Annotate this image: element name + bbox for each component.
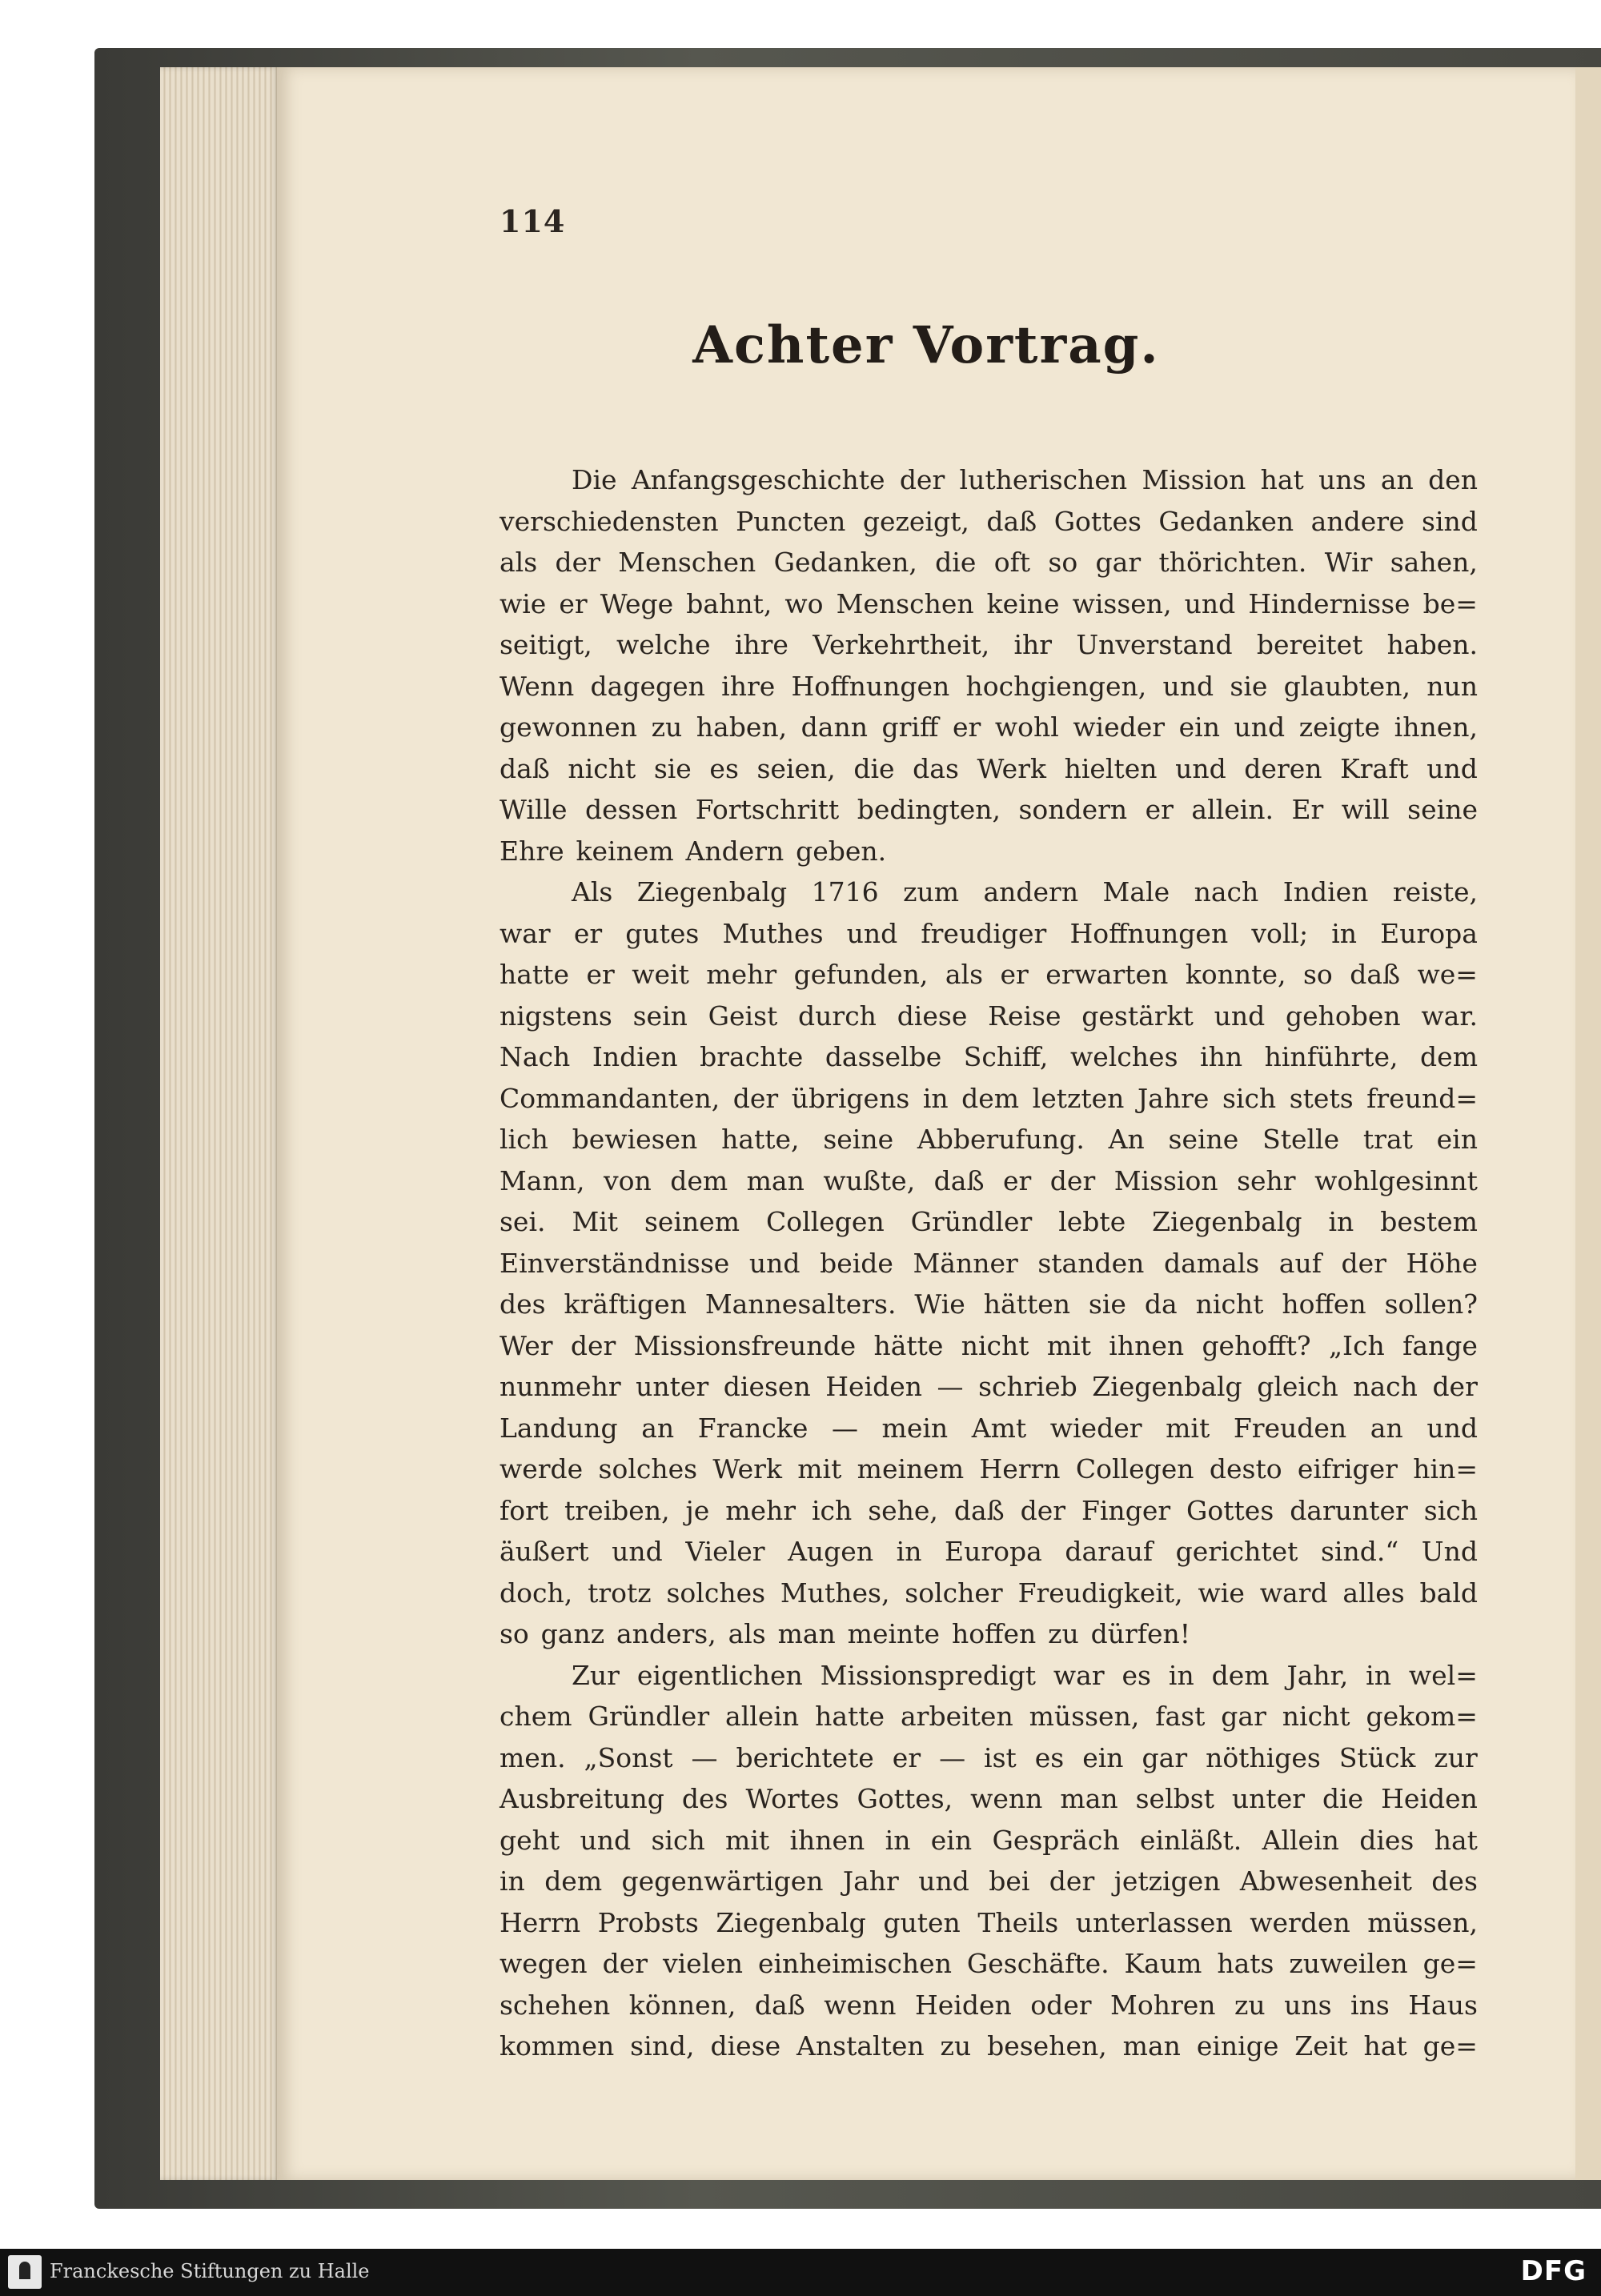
text-line: Ausbreitung des Wortes Gottes, wenn man selbst unter die Heiden: [500, 1783, 1478, 1814]
text-line: des kräftigen Mannesalters. Wie hätten sie da nicht hoffen sollen?: [500, 1288, 1478, 1320]
text-line: wegen der vielen einheimischen Geschäfte. Kaum hats zuweilen ge=: [500, 1948, 1478, 1979]
text-line: hatte er weit mehr gefunden, als er erwarten konnte, so daß we=: [500, 959, 1478, 990]
text-line: men. „Sonst — berichtete er — ist es ein gar nöthiges Stück zur: [500, 1741, 1478, 1773]
text-line: Herrn Probsts Ziegenbalg guten Theils unterlassen werden müssen,: [500, 1906, 1478, 1938]
text-line: daß nicht sie es seien, die das Werk hielten und deren Kraft und: [500, 752, 1478, 784]
text-line: Wer der Missionsfreunde hätte nicht mit ihnen gehofft? „Ich fange: [500, 1329, 1478, 1361]
book-page: [277, 67, 1575, 2180]
text-line: kommen sind, diese Anstalten zu besehen, man einige Zeit hat ge=: [500, 2030, 1478, 2062]
text-line: fort treiben, je mehr ich sehe, daß der Finger Gottes darunter sich: [500, 1494, 1478, 1526]
text-line: Einverständnisse und beide Männer standen damals auf der Höhe: [500, 1247, 1478, 1279]
institution-logo-icon: [8, 2255, 42, 2289]
text-line: verschiedensten Puncten gezeigt, daß Gottes Gedanken andere sind: [500, 505, 1478, 537]
text-line: nigstens sein Geist durch diese Reise gestärkt und gehoben war.: [500, 1000, 1478, 1032]
text-line: schehen können, daß wenn Heiden oder Mohren zu uns ins Haus: [500, 1989, 1478, 2021]
text-line: seitigt, welche ihre Verkehrtheit, ihr Unverstand bereitet haben.: [500, 629, 1478, 660]
text-line: in dem gegenwärtigen Jahr und bei der jetzigen Abwesenheit des: [500, 1865, 1478, 1897]
text-line: Ehre keinem Andern geben.: [500, 835, 887, 867]
text-line: geht und sich mit ihnen in ein Gespräch einläßt. Allein dies hat: [500, 1824, 1478, 1856]
page-number: 114: [500, 203, 566, 239]
text-line: werde solches Werk mit meinem Herrn Collegen desto eifriger hin=: [500, 1453, 1478, 1485]
text-line: Die Anfangsgeschichte der lutherischen Mission hat uns an den: [572, 464, 1478, 495]
text-line: Nach Indien brachte dasselbe Schiff, welches ihn hinführte, dem: [500, 1041, 1478, 1072]
text-line: so ganz anders, als man meinte hoffen zu dürfen!: [500, 1618, 1191, 1649]
viewer-footer: [0, 2249, 1601, 2296]
page-edges: [160, 67, 280, 2180]
text-line: Landung an Francke — mein Amt wieder mit Freuden an und: [500, 1412, 1478, 1444]
facing-page-edge: [1575, 67, 1601, 2180]
text-line: Zur eigentlichen Missionspredigt war es in dem Jahr, in wel=: [572, 1659, 1478, 1691]
text-line: Mann, von dem man wußte, daß er der Mission sehr wohlgesinnt: [500, 1164, 1478, 1196]
text-line: war er gutes Muthes und freudiger Hoffnungen voll; in Europa: [500, 917, 1478, 949]
institution-name: Franckesche Stiftungen zu Halle: [50, 2260, 370, 2282]
text-line: nunmehr unter diesen Heiden — schrieb Ziegenbalg gleich nach der: [500, 1371, 1478, 1402]
text-line: Wille dessen Fortschritt bedingten, sondern er allein. Er will seine: [500, 794, 1478, 825]
text-line: wie er Wege bahnt, wo Menschen keine wissen, und Hindernisse be=: [500, 587, 1478, 619]
text-line: doch, trotz solches Muthes, solcher Freudigkeit, wie ward alles bald: [500, 1577, 1478, 1609]
text-line: Als Ziegenbalg 1716 zum andern Male nach Indien reiste,: [572, 876, 1478, 908]
dfg-logo: DFG: [1520, 2255, 1587, 2287]
chapter-title: Achter Vortrag.: [692, 315, 1160, 375]
text-line: gewonnen zu haben, dann griff er wohl wieder ein und zeigte ihnen,: [500, 711, 1478, 743]
text-line: äußert und Vieler Augen in Europa darauf gerichtet sind.“ Und: [500, 1536, 1478, 1567]
text-line: chem Gründler allein hatte arbeiten müssen, fast gar nicht gekom=: [500, 1701, 1478, 1732]
text-line: als der Menschen Gedanken, die oft so gar thörichten. Wir sahen,: [500, 547, 1478, 578]
text-line: sei. Mit seinem Collegen Gründler lebte Ziegenbalg in bestem: [500, 1206, 1478, 1237]
text-line: lich bewiesen hatte, seine Abberufung. An seine Stelle trat ein: [500, 1124, 1478, 1155]
text-line: Wenn dagegen ihre Hoffnungen hochgiengen, und sie glaubten, nun: [500, 670, 1478, 702]
text-line: Commandanten, der übrigens in dem letzten Jahre sich stets freund=: [500, 1082, 1478, 1114]
body-text: [500, 459, 1478, 2067]
